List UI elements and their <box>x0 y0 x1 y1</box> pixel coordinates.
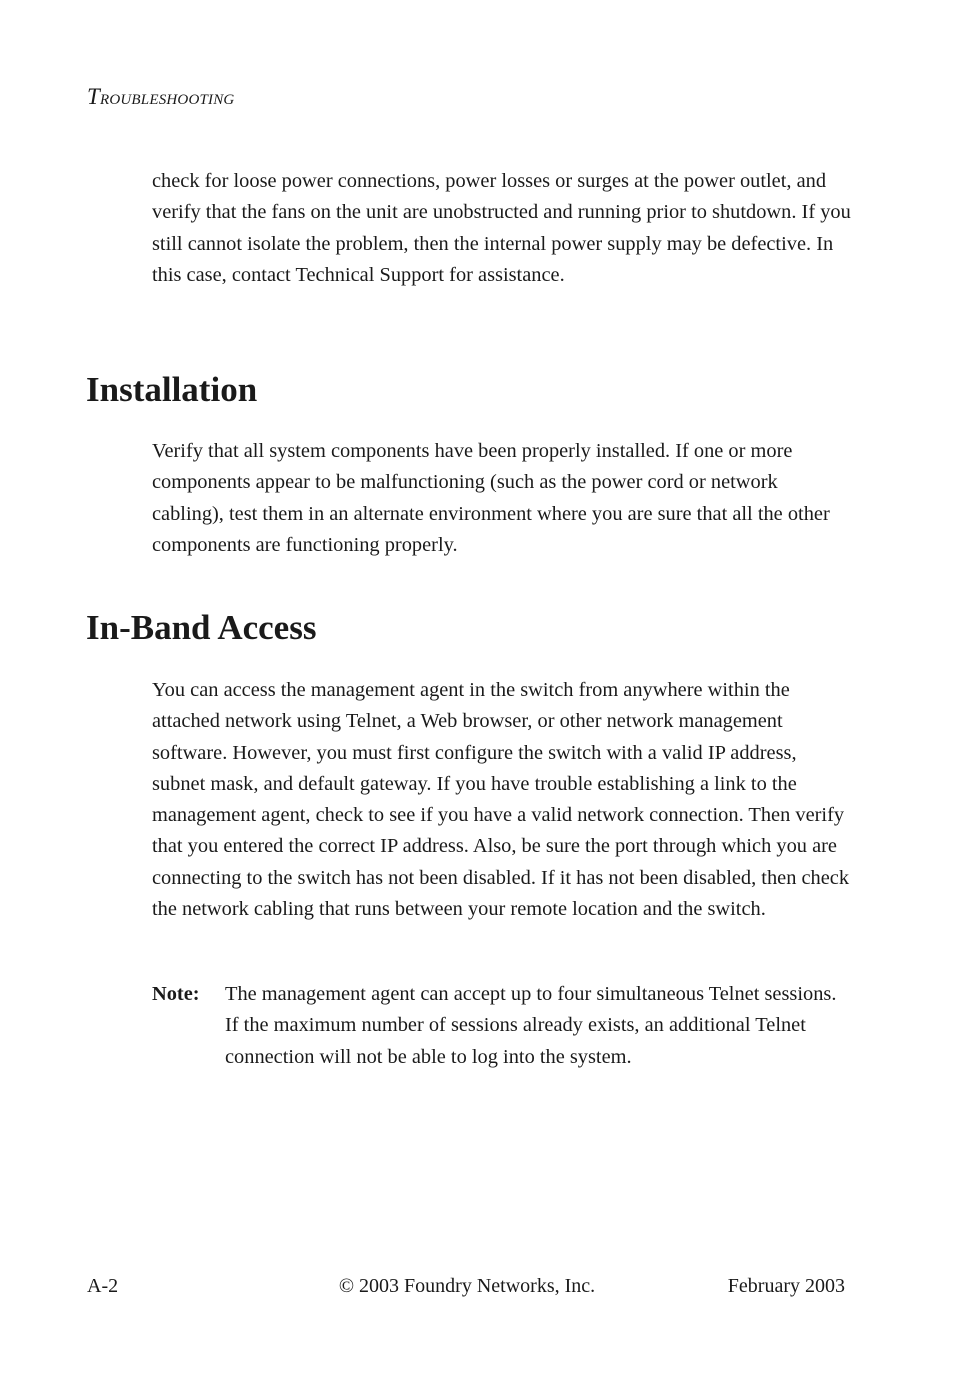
section-heading-in-band-access: In-Band Access <box>86 608 317 647</box>
note-block <box>152 979 852 1073</box>
footer-date: February 2003 <box>727 1275 845 1297</box>
in-band-access-paragraph: You can access the management agent in the switch from anywhere within the attached network using Telnet, a Web browser, or other network management software. However, you must first configure the switch with a valid IP address, subnet mask, and default gateway. If you have trouble establishing a link to the management agent, check to see if you have a valid network connection. Then verify that you entered the correct IP address. Also, be sure the port through which you are connecting to the switch has not been disabled. If it has not been disabled, then check the network cabling that runs between your remote location and the switch. <box>152 679 850 921</box>
intro-paragraph: check for loose power connections, power losses or surges at the power outlet, and verify that the fans on the unit are unobstructed and running prior to shutdown. If you still cannot isolate the problem, then the internal power supply may be defective. In this case, contact Technical Support for assistance. <box>152 170 851 286</box>
note-label: Note: <box>152 983 200 1005</box>
footer-page-number: A-2 <box>87 1275 119 1297</box>
footer-copyright: © 2003 Foundry Networks, Inc. <box>338 1275 596 1297</box>
running-header <box>87 84 234 110</box>
section-heading-installation: Installation <box>86 370 258 409</box>
running-header-initial: T <box>87 84 100 109</box>
running-header-rest: roubleshooting <box>100 84 235 109</box>
note-text: The management agent can accept up to four simultaneous Telnet sessions. If the maximum number of sessions already exists, an additional Telnet connection will not be able to log into the system. <box>225 983 837 1068</box>
installation-paragraph: Verify that all system components have been properly installed. If one or more components appear to be malfunctioning (such as the power cord or network cabling), test them in an alternate environment where you are sure that all the other components are functioning properly. <box>152 440 830 556</box>
